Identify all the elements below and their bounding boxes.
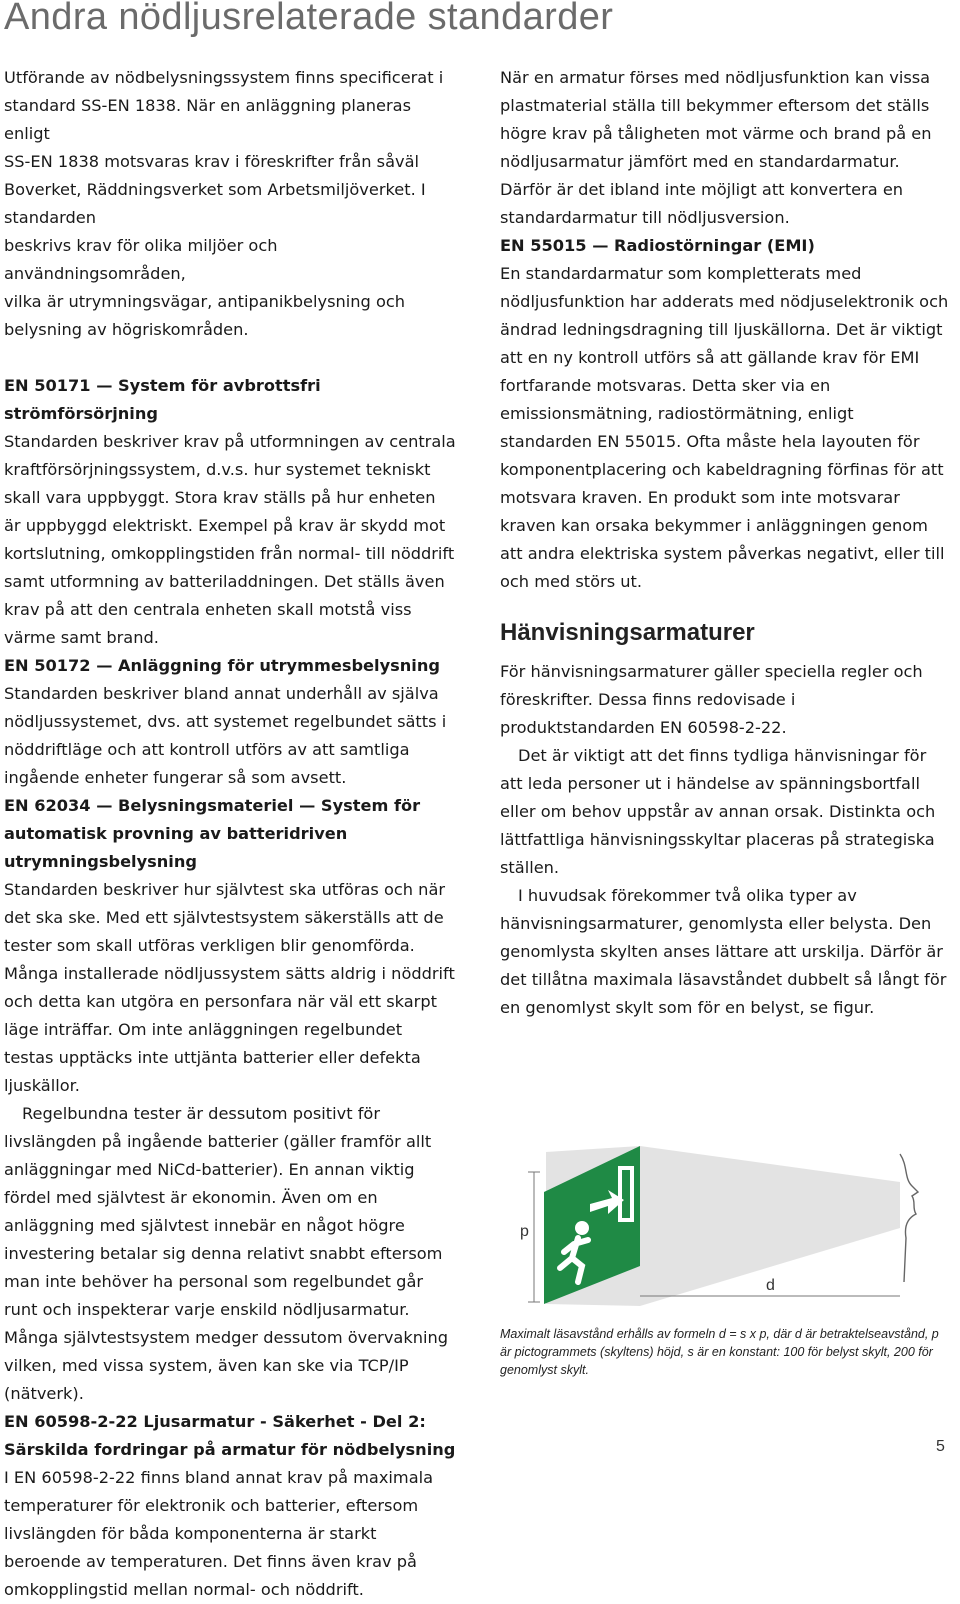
heading-en60598: EN 60598-2-22 Ljusarmatur - Säkerhet - Del 2: Särskilda fordringar på armatur för nödbelysning <box>4 1412 456 1459</box>
intro-line-4: beskrivs krav för olika miljöer och användningsområden, <box>4 236 278 283</box>
page-number: 5 <box>936 1438 945 1455</box>
left-column <box>4 64 456 1604</box>
label-p: p <box>520 1223 529 1240</box>
label-d: d <box>766 1277 775 1294</box>
intro-line-1: Utförande av nödbelysningssystem finns specificerat i <box>4 68 444 87</box>
section-title-hanvisningsarmaturer: Hänvisningsarmaturer <box>500 619 755 646</box>
intro-line-3: SS-EN 1838 motsvaras krav i föreskrifter från såväl Boverket, Räddningsverket som Arbetsmiljöverket. I standarden <box>4 152 426 227</box>
figure-svg <box>520 1142 960 1318</box>
paragraph-plastic-materials: När en armatur förses med nödljusfunktion kan vissa plastmaterial ställa till bekymmer eftersom det ställs högre krav på tåligheten mot värme och brand på en nödljusarmatur jämfört med en standardarmatur. Därför är det ibland inte möjligt att konvertera en standardarmatur till nödljusversion. <box>500 68 932 227</box>
heading-en50171: EN 50171 — System för avbrottsfri strömförsörjning <box>4 376 321 423</box>
paragraph-hanvisning-types: I huvudsak förekommer två olika typer av hänvisningsarmaturer, genomlysta eller belysta. Den genomlysta skylten anses lättare att urskilja. Därför är det tillåtna maximala läsavståndet dubbelt så långt för en genomlyst skylt som för en belyst, se figur. <box>500 886 947 1017</box>
heading-en62034: EN 62034 — Belysningsmateriel — System för automatisk provning av batteridriven utrymningsbelysning <box>4 796 421 871</box>
paragraph-selftest-benefits: Regelbundna tester är dessutom positivt för livslängden på ingående batterier (gäller framför allt anläggningar med NiCd-batterier). En annan viktig fördel med självtest är ekonomin. Även om en anläggning med självtest innebär en något högre investering betalar sig denna relativt snabbt eftersom man inte behöver ha personal som regelbundet går runt och inspekterar varje enskild nödljusarmatur. Många självtestsystem medger dessutom övervakning vilken, med vissa system, även kan ske via TCP/IP (nätverk). <box>4 1104 448 1403</box>
heading-en50172: EN 50172 — Anläggning för utrymmesbelysning <box>4 656 440 675</box>
reading-distance-figure <box>520 1142 960 1318</box>
figure-caption: Maximalt läsavstånd erhålls av formeln d = s x p, där d är betraktelseavstånd, p är pictogrammets (skyltens) höjd, s är en konstant: 100 för belyst skylt, 200 för genomlyst skylt. <box>500 1327 939 1377</box>
running-man-head-icon <box>575 1221 589 1235</box>
right-column <box>500 64 950 1022</box>
intro-line-5: vilka är utrymningsvägar, antipanikbelysning och belysning av högriskområden. <box>4 292 406 339</box>
paragraph-hanvisning-rules: För hänvisningsarmaturer gäller speciella regler och föreskrifter. Dessa finns redovisade i produktstandarden EN 60598-2-22. <box>500 662 923 737</box>
face-profile-icon <box>900 1154 918 1282</box>
heading-en55015: EN 55015 — Radiostörningar (EMI) <box>500 236 815 255</box>
paragraph-en55015: En standardarmatur som kompletterats med nödljusfunktion har adderats med nödjuselektronik och ändrad ledningsdragning till ljuskällorna. Det är viktigt att en ny kontroll utförs så att gällande krav för EMI fortfarande motsvaras. Detta sker via en emissionsmätning, radiostörmätning, enligt standarden EN 55015. Ofta måste hela layouten för komponentplacering och kabeldragning förfinas för att motsvara kraven. En produkt som inte motsvarar kraven kan orsaka bekymmer i anläggningen genom att andra elektriska system påverkas negativt, eller till och med störs ut. <box>500 264 949 591</box>
paragraph-en62034: Standarden beskriver hur självtest ska utföras och när det ska ske. Med ett självtestsystem säkerställs att de tester som skall utföras verkligen blir genomförda. Många installerade nödljussystem sätts aldrig i nöddrift och detta kan utgöra en personfara när väl ett skarpt läge inträffar. Om inte anläggningen regelbundet testas upptäcks inte uttjänta batterier eller defekta ljuskällor. <box>4 880 455 1095</box>
paragraph-en50171: Standarden beskriver krav på utformningen av centrala kraftförsörjningssystem, d.v.s. hur systemet tekniskt skall vara uppbyggt. Stora krav ställs på hur enheten är uppbyggd elektriskt. Exempel på krav är skydd mot kortslutning, omkopplingstiden från normal- till nöddrift samt utformning av batteriladdningen. Det ställs även krav på att den centrala enheten skall motstå viss värme samt brand. <box>4 432 456 647</box>
page-title: Andra nödljusrelaterade standarder <box>4 0 614 38</box>
intro-line-2: standard SS-EN 1838. När en anläggning planeras enligt <box>4 96 412 143</box>
paragraph-en60598: I EN 60598-2-22 finns bland annat krav på maximala temperaturer för elektronik och batterier, eftersom livslängden för båda komponenterna är starkt beroende av temperaturen. Det finns även krav på omkopplingstid mellan normal- och nöddrift. <box>4 1468 434 1599</box>
paragraph-en50172: Standarden beskriver bland annat underhåll av själva nödljussystemet, dvs. att systemet regelbundet sätts i nöddriftläge och att kontroll utförs av att samtliga ingående enheter fungerar så som avsett. <box>4 684 447 787</box>
paragraph-hanvisning-importance: Det är viktigt att det finns tydliga hänvisningar för att leda personer ut i händelse av spänningsbortfall eller om behov uppstår av annan orsak. Distinkta och lättfattliga hänvisningsskyltar placeras på strategiska ställen. <box>500 746 936 877</box>
